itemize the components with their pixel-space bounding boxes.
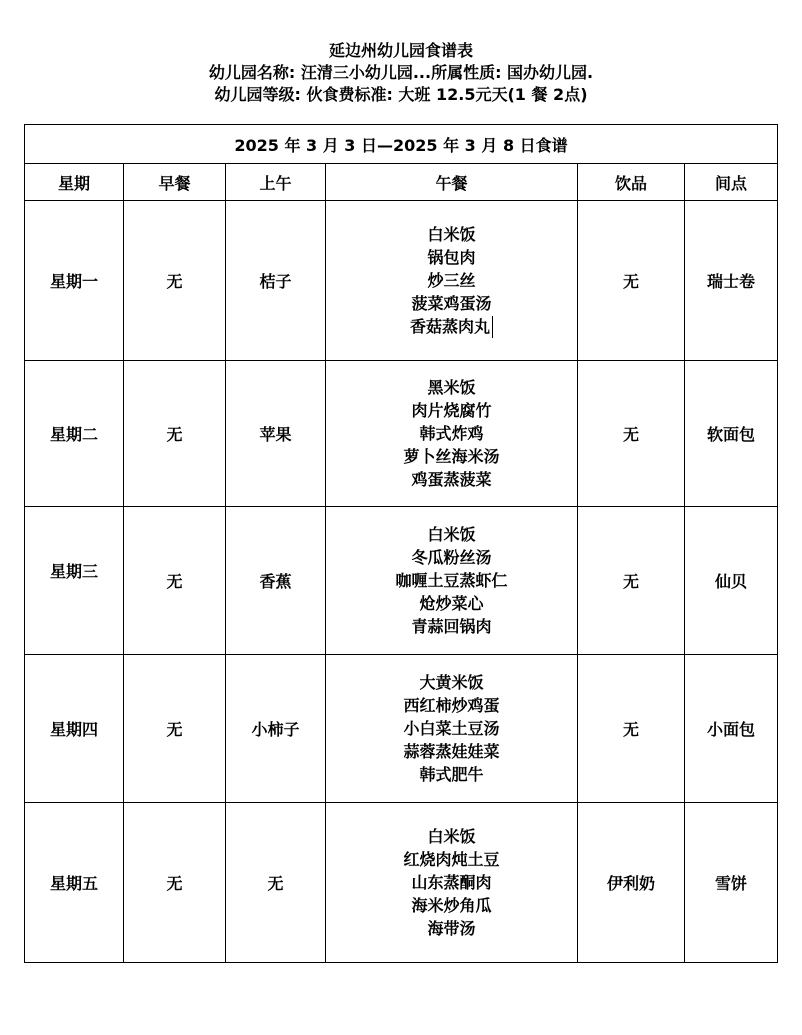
lunch-dish: 冬瓜粉丝汤 bbox=[411, 548, 492, 567]
column-header-drink: 饮品 bbox=[578, 164, 685, 201]
breakfast-cell: 无 bbox=[124, 507, 226, 655]
drink-cell: 伊利奶 bbox=[578, 803, 685, 963]
lunch-dish: 白米饭 bbox=[427, 525, 476, 544]
lunch-dish: 黑米饭 bbox=[427, 378, 476, 397]
lunch-dish: 山东蒸酮肉 bbox=[411, 873, 492, 892]
snack-cell: 软面包 bbox=[685, 361, 778, 507]
fee-standard: 幼儿园等级: 伙食费标准: 大班 12.5元天(1 餐 2点) bbox=[214, 85, 588, 104]
breakfast-cell: 无 bbox=[124, 803, 226, 963]
day-cell: 星期三 bbox=[25, 507, 124, 655]
menu-table bbox=[24, 124, 778, 963]
table-row bbox=[25, 655, 778, 803]
morning-cell: 无 bbox=[226, 803, 326, 963]
table-row bbox=[25, 507, 778, 655]
lunch-cell bbox=[326, 201, 578, 361]
text-cursor bbox=[492, 316, 493, 338]
column-header-row bbox=[25, 164, 778, 201]
morning-cell: 苹果 bbox=[226, 361, 326, 507]
drink-cell: 无 bbox=[578, 201, 685, 361]
document-header bbox=[0, 40, 802, 106]
breakfast-cell: 无 bbox=[124, 361, 226, 507]
snack-cell: 雪饼 bbox=[685, 803, 778, 963]
lunch-dish: 西红柿炒鸡蛋 bbox=[403, 696, 500, 715]
lunch-cell bbox=[326, 655, 578, 803]
lunch-dish: 红烧肉炖土豆 bbox=[403, 850, 500, 869]
column-header-breakfast: 早餐 bbox=[124, 164, 226, 201]
drink-cell: 无 bbox=[578, 361, 685, 507]
document-title: 延边州幼儿园食谱表 bbox=[328, 41, 473, 60]
lunch-dish: 锅包肉 bbox=[427, 247, 476, 267]
lunch-dish: 韩式炸鸡 bbox=[419, 424, 484, 443]
lunch-dish: 菠菜鸡蛋汤 bbox=[411, 293, 492, 313]
lunch-dish: 炝炒菜心 bbox=[419, 594, 484, 613]
period-row bbox=[25, 125, 778, 164]
column-header-morning: 上午 bbox=[226, 164, 326, 201]
menu-period: 2025 年 3 月 3 日—2025 年 3 月 8 日食谱 bbox=[25, 125, 778, 164]
drink-cell: 无 bbox=[578, 507, 685, 655]
lunch-dish: 海米炒角瓜 bbox=[411, 896, 492, 915]
day-cell: 星期五 bbox=[25, 803, 124, 963]
lunch-dish: 韩式肥牛 bbox=[419, 765, 484, 784]
snack-cell: 仙贝 bbox=[685, 507, 778, 655]
lunch-cell bbox=[326, 361, 578, 507]
lunch-dish-line bbox=[326, 315, 577, 339]
lunch-dish: 白米饭 bbox=[427, 224, 476, 244]
lunch-dish: 大黄米饭 bbox=[419, 673, 484, 692]
column-header-lunch: 午餐 bbox=[326, 164, 578, 201]
breakfast-cell: 无 bbox=[124, 655, 226, 803]
lunch-cell bbox=[326, 507, 578, 655]
lunch-dish: 香菇蒸肉丸 bbox=[409, 316, 490, 336]
lunch-dish: 蒜蓉蒸娃娃菜 bbox=[403, 742, 500, 761]
lunch-dish: 青蒜回锅肉 bbox=[411, 617, 492, 636]
lunch-dish: 白米饭 bbox=[427, 827, 476, 846]
lunch-dish: 咖喱土豆蒸虾仁 bbox=[395, 571, 508, 590]
day-cell: 星期四 bbox=[25, 655, 124, 803]
column-header-day: 星期 bbox=[25, 164, 124, 201]
lunch-dish: 小白菜土豆汤 bbox=[403, 719, 500, 738]
lunch-dish: 萝卜丝海米汤 bbox=[403, 447, 500, 466]
day-cell: 星期一 bbox=[25, 201, 124, 361]
drink-cell: 无 bbox=[578, 655, 685, 803]
column-header-snack: 间点 bbox=[685, 164, 778, 201]
lunch-dish: 鸡蛋蒸菠菜 bbox=[411, 470, 492, 489]
table-row bbox=[25, 361, 778, 507]
day-cell: 星期二 bbox=[25, 361, 124, 507]
breakfast-cell: 无 bbox=[124, 201, 226, 361]
morning-cell: 小柿子 bbox=[226, 655, 326, 803]
kindergarten-info: 幼儿园名称: 汪清三小幼儿园...所属性质: 国办幼儿园. bbox=[208, 63, 594, 82]
snack-cell: 瑞士卷 bbox=[685, 201, 778, 361]
table-row bbox=[25, 201, 778, 361]
table-row bbox=[25, 803, 778, 963]
morning-cell: 桔子 bbox=[226, 201, 326, 361]
lunch-dish: 海带汤 bbox=[427, 919, 476, 938]
morning-cell: 香蕉 bbox=[226, 507, 326, 655]
lunch-dish: 肉片烧腐竹 bbox=[411, 401, 492, 420]
lunch-cell bbox=[326, 803, 578, 963]
lunch-dish: 炒三丝 bbox=[427, 270, 476, 290]
snack-cell: 小面包 bbox=[685, 655, 778, 803]
